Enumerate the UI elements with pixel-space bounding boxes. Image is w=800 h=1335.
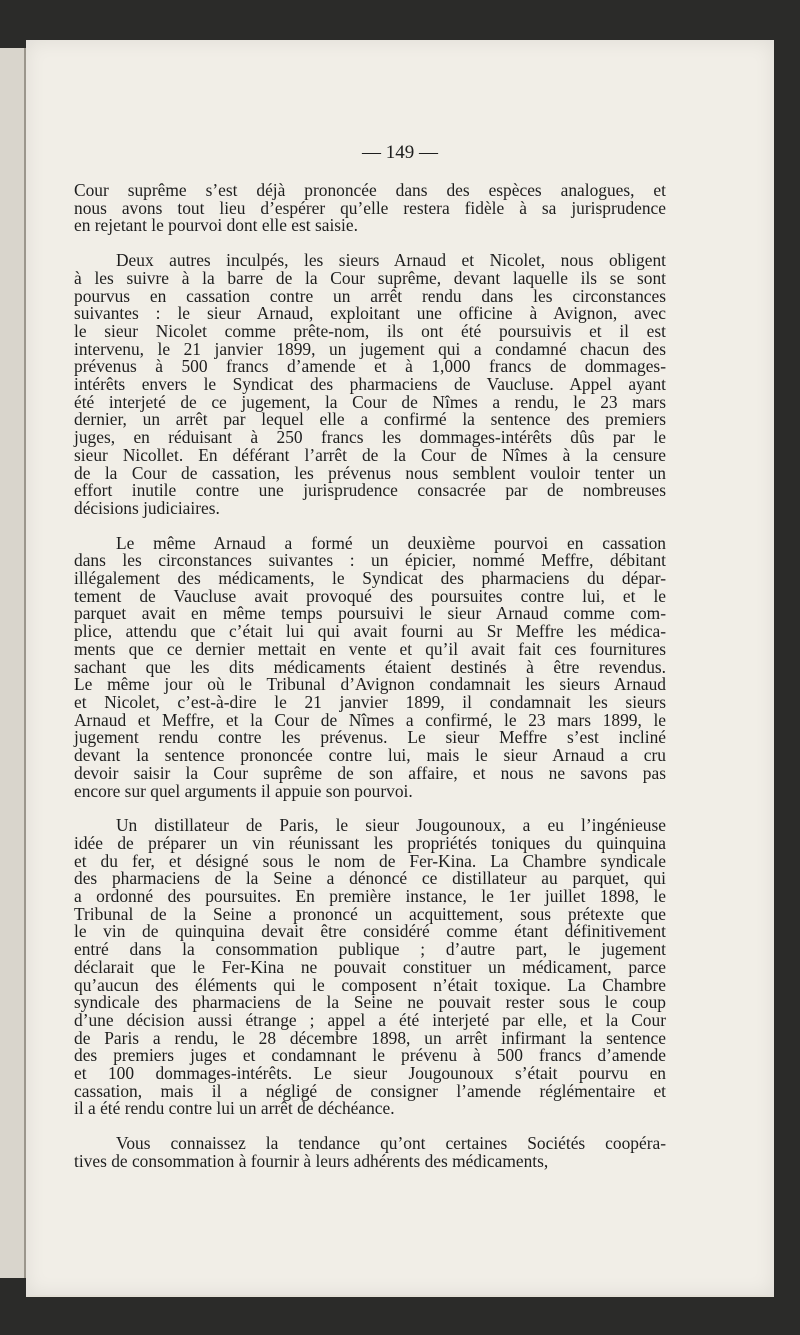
text-line: jugement rendu contre les prévenus. Le sieur Meffre s’est incliné bbox=[74, 727, 666, 748]
text-line: parquet avait en même temps poursuivi le sieur Arnaud comme com- bbox=[74, 603, 666, 624]
text-line: et Nicolet, c’est-à-dire le 21 janvier 1899, il condamnait les sieurs bbox=[74, 691, 666, 712]
text-line: intervenu, le 21 janvier 1899, un jugement qui a condamné chacun des bbox=[74, 338, 666, 359]
text-line: entré dans la consommation publique ; d’autre part, le jugement bbox=[74, 939, 666, 960]
text-line: tement de Vaucluse avait provoqué des poursuites contre lui, et le bbox=[74, 585, 666, 606]
text-line: d’une décision aussi étrange ; appel a été interjeté par elle, et la Cour bbox=[74, 1009, 666, 1030]
text-line: Arnaud et Meffre, et la Cour de Nîmes a confirmé, le 23 mars 1899, le bbox=[74, 709, 666, 730]
text-line: cassation, mais il a négligé de consigner l’amende réglémentaire et bbox=[74, 1080, 666, 1101]
text-line: encore sur quel arguments il appuie son pourvoi. bbox=[74, 780, 413, 801]
book-page bbox=[26, 40, 774, 1295]
text-line: et 100 dommages-intérêts. Le sieur Jougounoux s’était pourvu en bbox=[74, 1063, 666, 1084]
text-line: devoir saisir la Cour suprême de son affaire, et nous ne savons pas bbox=[74, 762, 666, 783]
text-line: qu’aucun des éléments qui le composent n’était toxique. La Chambre bbox=[74, 974, 666, 995]
text-line: ments que ce dernier mettait en vente et qu’il avait fait ces fournitures bbox=[74, 638, 666, 659]
text-line: des pharmaciens de la Seine a dénoncé ce distillateur au parquet, qui bbox=[74, 868, 666, 889]
text-line: prévenus à 500 francs d’amende et à 1,000 francs de dommages- bbox=[74, 356, 666, 377]
text-line: Cour suprême s’est déjà prononcée dans des espèces analogues, et bbox=[74, 180, 666, 200]
text-line: juges, en réduisant à 250 francs les dommages-intérêts dûs par le bbox=[74, 427, 666, 448]
text-line: devant la sentence prononcée contre lui, mais le sieur Arnaud a cru bbox=[74, 745, 666, 766]
text-line: idée de préparer un vin réunissant les propriétés toniques du quinquina bbox=[74, 832, 666, 853]
text-line: des premiers juges et condamnant le prévenu à 500 francs d’amende bbox=[74, 1045, 666, 1066]
text-line: Un distillateur de Paris, le sieur Jougounoux, a eu l’ingénieuse bbox=[116, 815, 666, 836]
text-line: de Paris a rendu, le 28 décembre 1898, un arrêt infirmant la sentence bbox=[74, 1027, 666, 1048]
paragraph bbox=[74, 532, 666, 801]
text-line: effort inutile contre une jurisprudence consacrée par de nombreuses bbox=[74, 480, 666, 501]
text-line: tives de consommation à fournir à leurs adhérents des médicaments, bbox=[74, 1150, 549, 1171]
text-line: le vin de quinquina devait être considéré comme étant définitivement bbox=[74, 921, 666, 942]
text-line: le sieur Nicolet comme prête-nom, ils ont été poursuivis et il est bbox=[74, 320, 666, 341]
text-line: intérêts envers le Syndicat des pharmaciens de Vaucluse. Appel ayant bbox=[74, 374, 666, 395]
text-line: suivantes : le sieur Arnaud, exploitant une officine à Avignon, avec bbox=[74, 303, 666, 324]
paragraph bbox=[74, 252, 666, 518]
body-text bbox=[74, 182, 666, 1188]
paragraph bbox=[74, 1135, 666, 1170]
text-line: nous avons tout lieu d’espérer qu’elle restera fidèle à sa jurisprudence bbox=[74, 197, 666, 218]
text-line: Vous connaissez la tendance qu’ont certaines Sociétés coopéra- bbox=[116, 1133, 666, 1154]
text-line: syndicale des pharmaciens de la Seine ne pouvait rester sous le coup bbox=[74, 992, 666, 1013]
adjacent-page-edge bbox=[0, 48, 26, 1278]
text-line: pourvus en cassation contre un arrêt rendu dans les circonstances bbox=[74, 285, 666, 306]
text-line: en rejetant le pourvoi dont elle est saisie. bbox=[74, 215, 358, 236]
text-line: plice, attendu que c’était lui qui avait fourni au Sr Meffre les médica- bbox=[74, 621, 666, 642]
text-line: dernier, un arrêt par lequel elle a confirmé la sentence des premiers bbox=[74, 409, 666, 430]
text-line: été interjeté de ce jugement, la Cour de Nîmes a rendu, le 23 mars bbox=[74, 391, 666, 412]
text-line: Le même jour où le Tribunal d’Avignon condamnait les sieurs Arnaud bbox=[74, 674, 666, 695]
text-line: de la Cour de cassation, les prévenus nous semblent vouloir tenter un bbox=[74, 462, 666, 483]
text-line: décisions judiciaires. bbox=[74, 497, 220, 518]
text-line: déclarait que le Fer-Kina ne pouvait constituer un médicament, parce bbox=[74, 956, 666, 977]
text-line: dans les circonstances suivantes : un épicier, nommé Meffre, débitant bbox=[74, 550, 666, 571]
text-line: et du fer, et désigné sous le nom de Fer-Kina. La Chambre syndicale bbox=[74, 850, 666, 871]
paragraph bbox=[74, 182, 666, 235]
text-line: sachant que les dits médicaments étaient destinés à être revendus. bbox=[74, 656, 666, 677]
text-line: sieur Nicollet. En déférant l’arrêt de la Cour de Nîmes à la censure bbox=[74, 444, 666, 465]
page-number: — 149 — bbox=[362, 142, 438, 163]
paragraph bbox=[74, 817, 666, 1118]
text-line: à les suivre à la barre de la Cour suprême, devant laquelle ils se sont bbox=[74, 267, 666, 288]
text-line: Le même Arnaud a formé un deuxième pourvoi en cassation bbox=[116, 532, 666, 553]
text-line: il a été rendu contre lui un arrêt de déchéance. bbox=[74, 1098, 395, 1119]
text-line: Deux autres inculpés, les sieurs Arnaud et Nicolet, nous obligent bbox=[116, 250, 666, 271]
text-line: Tribunal de la Seine a prononcé un acquittement, sous prétexte que bbox=[74, 903, 666, 924]
text-line: illégalement des médicaments, le Syndicat des pharmaciens du dépar- bbox=[74, 568, 666, 589]
text-line: a ordonné des poursuites. En première instance, le 1er juillet 1898, le bbox=[74, 886, 666, 907]
